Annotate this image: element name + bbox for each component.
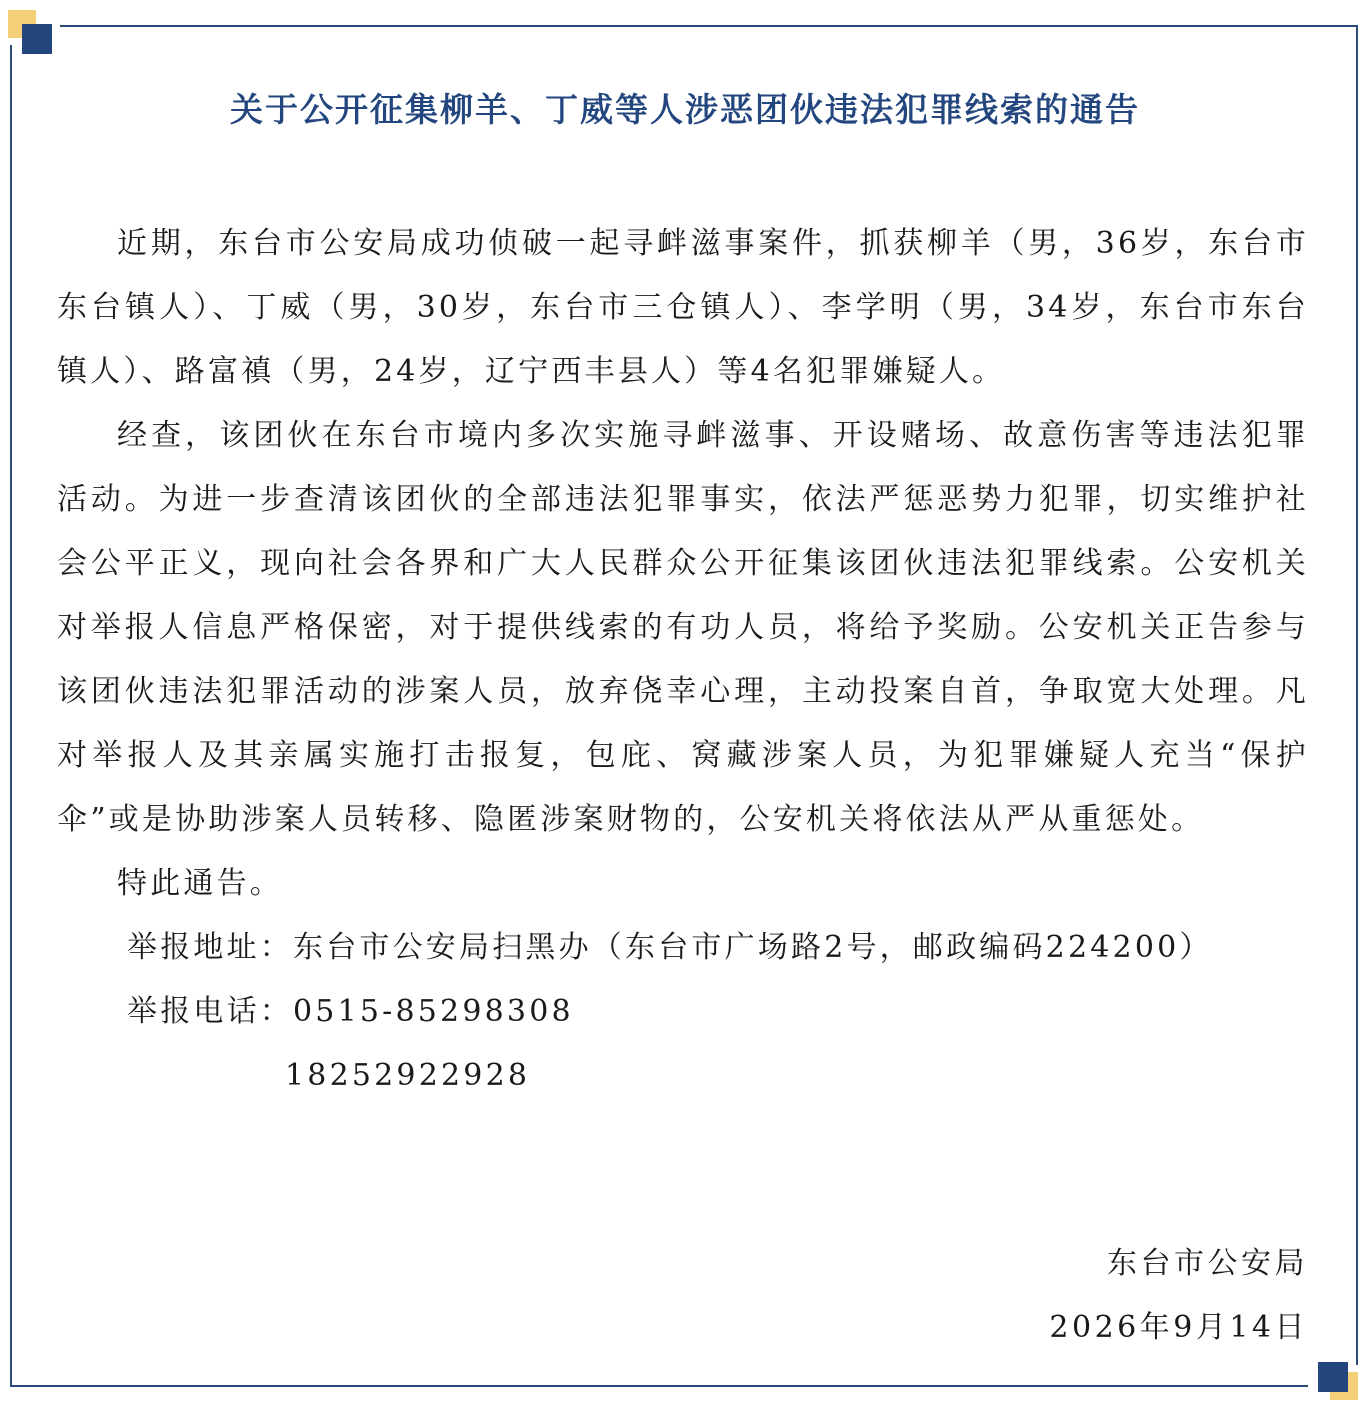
frame-left-border — [10, 45, 12, 1387]
report-phone: 举报电话：0515-85298308 — [127, 994, 574, 1029]
frame-top-border — [60, 25, 1356, 27]
corner-ornament-bottom-right — [1318, 1362, 1370, 1408]
paragraph-investigation: 经查，该团伙在东台市境内多次实施寻衅滋事、开设赌场、故意伤害等违法犯罪活动。为进一步查清该团伙的全部违法犯罪事实，依法严惩恶势力犯罪，切实维护社会公平正义，现向社会各界和广大人民群众公开征集该团伙违法犯罪线索。公安机关对举报人信息严格保密，对于提供线索的有功人员，将给予奖励。公安机关正告参与该团伙违法犯罪活动的涉案人员，放弃侥幸心理，主动投案自首，争取宽大处理。凡对举报人及其亲属实施打击报复，包庇、窝藏涉案人员，为犯罪嫌疑人充当“保护伞”或是协助涉案人员转移、隐匿涉案财物的，公安机关将依法从严从重惩处。 — [57, 418, 1309, 837]
report-address: 举报地址：东台市公安局扫黑办（东台市广场路2号，邮政编码224200） — [127, 930, 1213, 965]
notice-body — [57, 212, 1309, 1108]
frame-right-border — [1356, 25, 1358, 1365]
notice-title: 关于公开征集柳羊、丁威等人涉恶团伙违法犯罪线索的通告 — [230, 90, 1140, 129]
issuer-name: 东台市公安局 — [1107, 1246, 1308, 1281]
paragraph-closing: 特此通告。 — [117, 866, 283, 901]
frame-bottom-border — [10, 1385, 1308, 1387]
paragraph-case-summary: 近期，东台市公安局成功侦破一起寻衅滋事案件，抓获柳羊（男，36岁，东台市东台镇人）、丁威（男，30岁，东台市三仓镇人）、李学明（男，34岁，东台市东台镇人）、路富禛（男，24岁，辽宁西丰县人）等4名犯罪嫌疑人。 — [57, 226, 1309, 389]
report-phone-secondary: 18252922928 — [285, 1058, 531, 1093]
issue-date: 2026年9月14日 — [1049, 1310, 1308, 1345]
corner-ornament-top-left — [8, 10, 68, 52]
